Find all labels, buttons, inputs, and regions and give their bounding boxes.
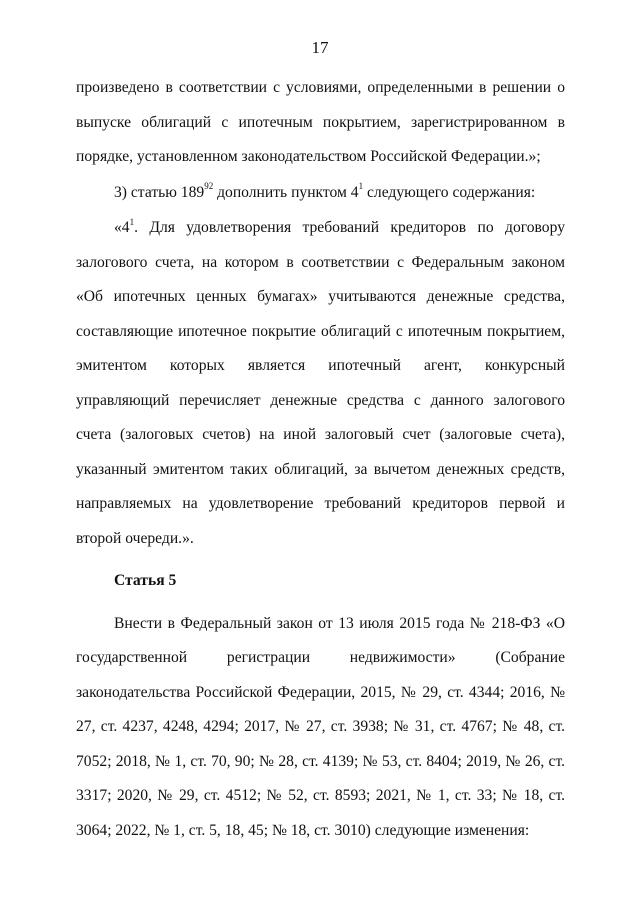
document-body <box>76 71 565 848</box>
paragraph-article-189-amendment <box>76 176 565 211</box>
superscript: 1 <box>358 181 364 192</box>
paragraph-text: следующего содержания: <box>363 183 536 201</box>
superscript: 1 <box>129 216 135 227</box>
paragraph-text: дополнить пунктом 4 <box>213 183 359 201</box>
page-number: 17 <box>311 38 329 57</box>
paragraph-continuation: произведено в соответствии с условиями, определенными в решении о выпуске облигаций с ипотечным покрытием, зарегистрированном в порядке, установленном законодательством Российской Федерации.»; <box>76 79 565 165</box>
paragraph-text: 3) статью 189 <box>114 183 205 201</box>
article-heading: Статья 5 <box>114 572 177 589</box>
paragraph-point-4-1 <box>76 211 565 556</box>
superscript: 92 <box>204 181 214 192</box>
paragraph-article-5-text: Внести в Федеральный закон от 13 июля 2015 года № 218-ФЗ «О государственной регистрации недвижимости» (Собрание законодательства Российской Федерации, 2015, № 29, ст. 4344; 2016, № 27, ст. 4237, 4248, 4294; 2017, № 27, ст. 3938; № 31, ст. 4767; № 48, ст. 7052; 2018, № 1, ст. 70, 90; № 28, ст. 4139; № 53, ст. 8404; 2019, № 26, ст. 3317; 2020, № 29, ст. 4512; № 52, ст. 8593; 2021, № 1, ст. 33; № 18, ст. 3064; 2022, № 1, ст. 5, 18, 45; № 18, ст. 3010) следующие изменения: <box>76 614 565 839</box>
paragraph-text: «4 <box>114 219 130 236</box>
paragraph-text: . Для удовлетворения требований кредиторов по договору залогового счета, на котором в соответствии с Федеральным законом «Об ипотечных ценных бумагах» учитываются денежные средства, составляющие ипотечное покрытие облигаций с ипотечным покрытием, эмитентом которых является ипотечный агент, конкурсный управляющий перечисляет денежные средства с данного залогового счета (залоговых счетов) на иной залоговый счет (залоговые счета), указанный эмитентом таких облигаций, за вычетом денежных средств, направляемых на удовлетворение требований кредиторов первой и второй очереди.». <box>76 219 565 547</box>
